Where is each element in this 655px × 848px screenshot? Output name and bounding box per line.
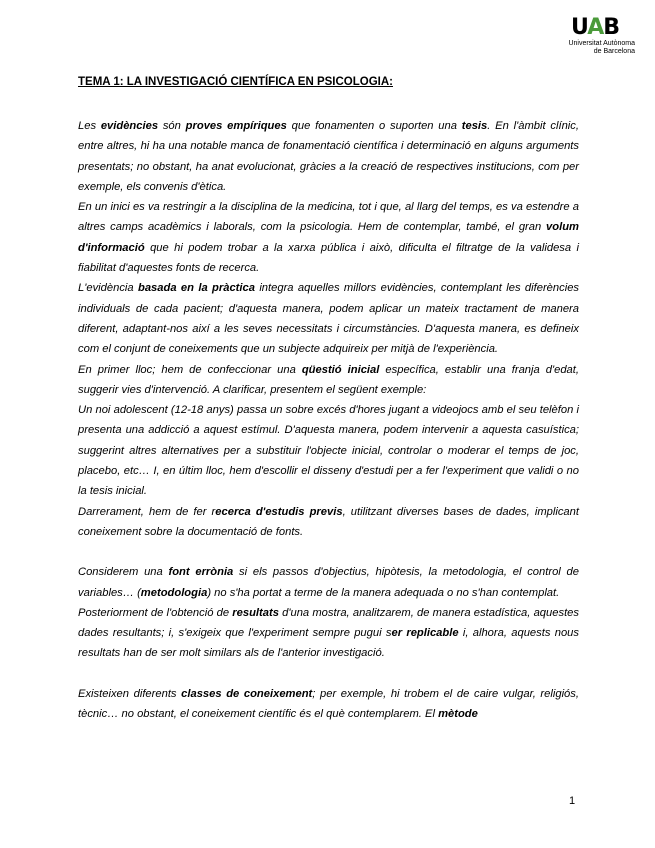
logo-letter-a: A [587, 15, 604, 40]
paragraph-font-erronia: Considerem una font errònia si els passos d'objectius, hipòtesis, la metodologia, el control de variables… (metodologia) no s'ha portat a terme de la manera adequada o no s'han contemplat. [78, 566, 579, 599]
logo-letter-u: U [571, 15, 588, 40]
paragraph-evidencies: Les evidències són proves empíriques que fonamenten o suporten una tesis. En l'àmbit clínic, entre altres, hi ha una notable manca de fonamentació científica i determinació en alguns arguments presentats; no obstant, ha anat evolucionat, gràcies a la creació de respectives institucions, com per exemple, els convenis d'ètica. [78, 120, 579, 193]
document-body [78, 116, 579, 724]
paragraph-coneixement: Existeixen diferents classes de coneixement; per exemple, hi trobem el de caire vulgar, religiós, tècnic… no obstant, el coneixement científic és el què contemplarem. El mètode [78, 687, 579, 721]
logo-line-1: Universitat Autònoma [568, 40, 635, 47]
uab-logo [555, 16, 635, 56]
uab-logo-mark [555, 16, 635, 40]
paragraph-practica: L'evidència basada en la pràctica integra aquelles millors evidències, contemplant les diferències individuals de cada pacient; d'aquesta manera, podem aplicar un mateix tractament de manera diferent, adaptant-nos així a les seves necessitats i circumstàncies. D'aquesta manera, es defineix com el conjunt de coneixements que un subjecte adquireix per mitjà de l'experiència. [78, 282, 580, 356]
paragraph-exemple: Un noi adolescent (12-18 anys) passa un sobre excés d'hores jugant a videojocs amb el seu telèfon i presenta una addicció a aquest estímul. D'aquesta manera, podem intervenir a aquesta casuística; suggerint altres alternatives per a substituir l'objecte inicial, controlar o moderar el temps de joc, placebo, etc… I, en últim lloc, hem d'escollir el disseny d'estudi per a fer l'experiment que validi o no la tesis inicial. [78, 404, 579, 498]
paragraph-resultats: Posteriorment de l'obtenció de resultats d'una mostra, analitzarem, de manera estadística, aquestes dades resultants; i, s'exigeix que l'experiment sempre pugui ser replicable i, alhora, aquests nous resultats han de ser molt similars als de l'anterior investigació. [78, 606, 579, 660]
paragraph-inici: En un inici es va restringir a la disciplina de la medicina, tot i que, al llarg del temps, es va estendre a altres camps acadèmics i laborals, com la psicologia. Hem de contemplar, també, el gran volum d'informació que hi podem trobar a la xarxa pública i això, dificulta el filtratge de la validesa i fiabilitat d'aquestes fonts de recerca. [78, 201, 579, 275]
page-number: 1 [569, 795, 576, 807]
paragraph-recerca: Darrerament, hem de fer recerca d'estudis previs, utilitzant diverses bases de dades, implicant coneixement sobre la documentació de fonts. [78, 505, 579, 538]
paragraph-questio: En primer lloc; hem de confeccionar una qüestió inicial específica, establir una franja d'edat, suggerir vies d'intervenció. A clarificar, presentem el següent exemple: [78, 363, 579, 396]
logo-line-2: de Barcelona [593, 48, 635, 55]
page-title: TEMA 1: LA INVESTIGACIÓ CIENTÍFICA EN PSICOLOGIA: [78, 76, 393, 88]
logo-letter-b: B [603, 15, 619, 40]
